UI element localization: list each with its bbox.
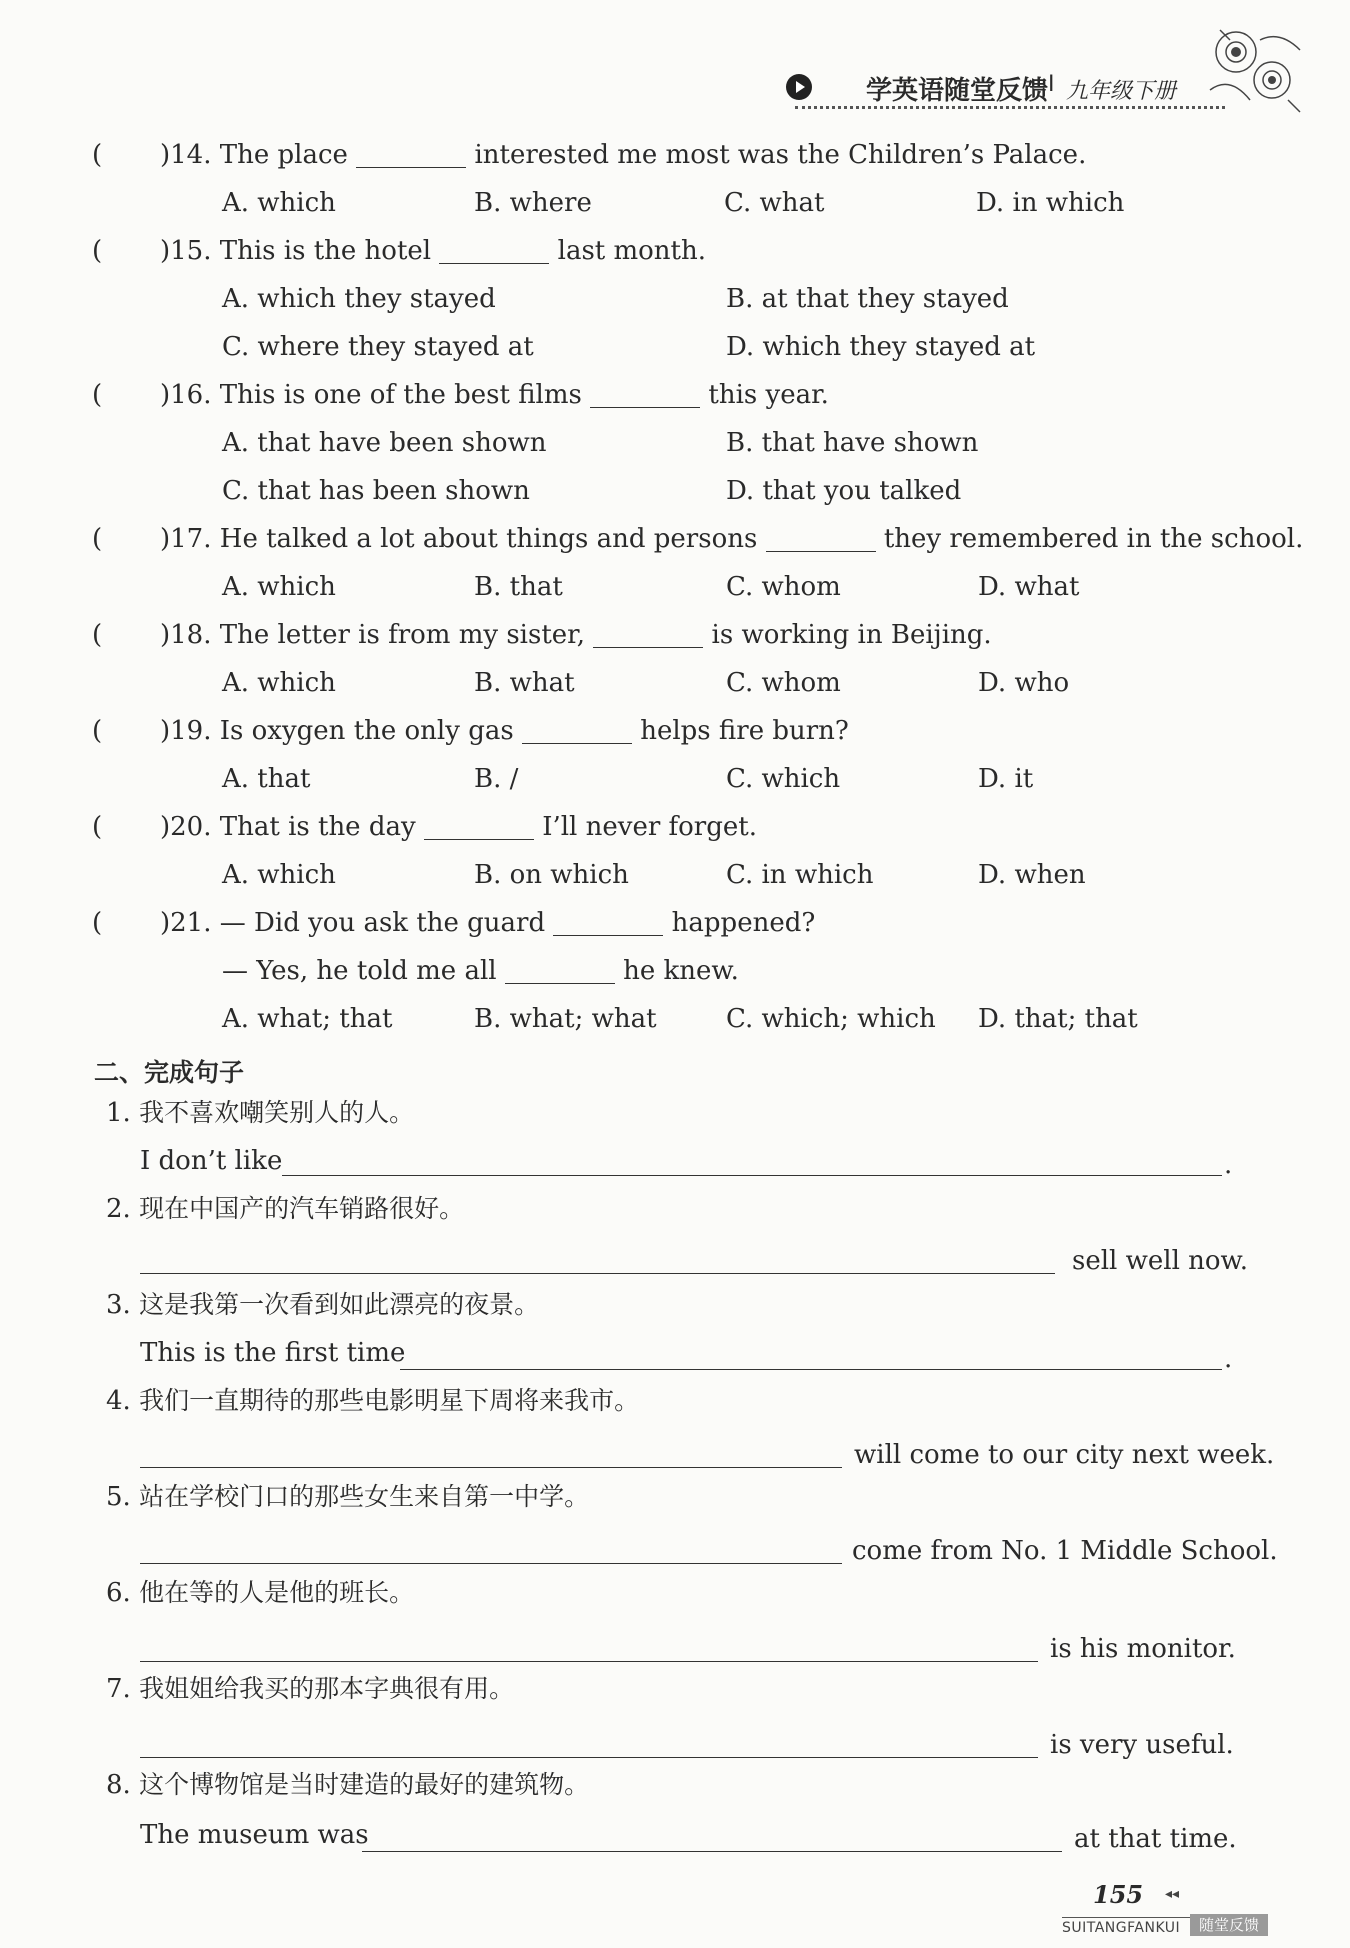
option-a[interactable]: A. what; that <box>222 1004 393 1034</box>
footer-label-cn: 随堂反馈 <box>1190 1914 1268 1936</box>
item-number: 5. <box>106 1482 131 1512</box>
chinese-sentence: 我们一直期待的那些电影明星下周将来我市。 <box>139 1386 640 1415</box>
option-b[interactable]: B. what; what <box>474 1004 657 1034</box>
option-b[interactable]: B. what <box>474 668 575 698</box>
option-c[interactable]: C. whom <box>726 572 841 602</box>
option-b[interactable]: B. at that they stayed <box>726 284 1009 314</box>
page-number: 155 <box>1093 1880 1144 1909</box>
answer-paren: ( <box>92 380 103 410</box>
section-title: 二、完成句子 <box>94 1058 245 1087</box>
grade-label: 九年级下册 <box>1066 79 1177 104</box>
sentence-suffix: sell well now. <box>1072 1246 1248 1276</box>
question-stem: The place <box>219 140 348 170</box>
question-stem: He talked a lot about things and persons <box>219 524 758 554</box>
option-a[interactable]: A. which <box>222 668 336 698</box>
question-number: )19. <box>160 716 212 746</box>
question-stem-end: is working in Beijing. <box>711 620 992 650</box>
play-icon <box>786 74 812 100</box>
answer-blank[interactable] <box>522 719 632 744</box>
answer-blank[interactable] <box>766 527 876 552</box>
sentence-suffix: is his monitor. <box>1050 1634 1236 1664</box>
option-c[interactable]: C. that has been shown <box>222 476 530 506</box>
footer-label-en: SUITANGFANKUI <box>1062 1920 1181 1936</box>
item-number: 8. <box>106 1770 131 1800</box>
option-d[interactable]: D. when <box>978 860 1086 890</box>
sentence-prefix: This is the first time <box>140 1338 406 1368</box>
option-b[interactable]: B. that have shown <box>726 428 979 458</box>
item-number: 6. <box>106 1578 131 1608</box>
sentence-suffix: will come to our city next week. <box>854 1440 1275 1470</box>
option-c[interactable]: C. which <box>726 764 841 794</box>
question-stem: — Did you ask the guard <box>219 908 546 938</box>
question-stem-end: I’ll never forget. <box>542 812 757 842</box>
answer-paren: ( <box>92 236 103 266</box>
question-stem: The letter is from my sister, <box>219 620 586 650</box>
question-stem-end: they remembered in the school. <box>883 524 1304 554</box>
answer-line[interactable] <box>400 1369 1222 1370</box>
option-a[interactable]: A. which <box>222 188 336 218</box>
option-d[interactable]: D. what <box>978 572 1080 602</box>
answer-line[interactable] <box>140 1273 1055 1274</box>
option-b[interactable]: B. that <box>474 572 563 602</box>
item-number: 2. <box>106 1194 131 1224</box>
option-c[interactable]: C. where they stayed at <box>222 332 534 362</box>
answer-blank[interactable] <box>439 239 549 264</box>
question-number: )20. <box>160 812 212 842</box>
chinese-sentence: 站在学校门口的那些女生来自第一中学。 <box>139 1482 590 1511</box>
question-stem: Is oxygen the only gas <box>219 716 514 746</box>
question-number: )17. <box>160 524 212 554</box>
sentence-prefix: The museum was <box>140 1820 369 1850</box>
answer-paren: ( <box>92 620 103 650</box>
chinese-sentence: 这个博物馆是当时建造的最好的建筑物。 <box>139 1770 590 1799</box>
option-d[interactable]: D. which they stayed at <box>726 332 1036 362</box>
header-dotted-rule <box>795 106 1225 109</box>
chinese-sentence: 我不喜欢嘲笑别人的人。 <box>139 1098 415 1127</box>
question-number: )15. <box>160 236 212 266</box>
sentence-suffix: come from No. 1 Middle School. <box>852 1536 1278 1566</box>
answer-line[interactable] <box>140 1467 842 1468</box>
chinese-sentence: 他在等的人是他的班长。 <box>139 1578 415 1607</box>
option-b[interactable]: B. where <box>474 188 592 218</box>
question-stem-end: happened? <box>671 908 816 938</box>
flower-decoration-icon <box>1200 20 1310 120</box>
answer-blank-2[interactable] <box>505 959 615 984</box>
sentence-suffix: is very useful. <box>1050 1730 1234 1760</box>
dialogue-reply-end: he knew. <box>623 956 739 986</box>
option-d[interactable]: D. it <box>978 764 1034 794</box>
option-c[interactable]: C. in which <box>726 860 874 890</box>
answer-line[interactable] <box>140 1661 1038 1662</box>
answer-blank[interactable] <box>593 623 703 648</box>
item-number: 7. <box>106 1674 131 1704</box>
option-c[interactable]: C. whom <box>726 668 841 698</box>
option-d[interactable]: D. in which <box>976 188 1125 218</box>
sentence-suffix: . <box>1224 1344 1233 1374</box>
question-number: )16. <box>160 380 212 410</box>
answer-line[interactable] <box>282 1175 1222 1176</box>
answer-line[interactable] <box>362 1851 1062 1852</box>
question-stem-end: last month. <box>557 236 707 266</box>
option-a[interactable]: A. which <box>222 572 336 602</box>
answer-paren: ( <box>92 908 103 938</box>
double-arrow-icon: ◂◂ <box>1165 1886 1180 1902</box>
option-a[interactable]: A. which they stayed <box>222 284 496 314</box>
answer-blank[interactable] <box>553 911 663 936</box>
option-d[interactable]: D. that you talked <box>726 476 962 506</box>
option-a[interactable]: A. that <box>222 764 311 794</box>
answer-line[interactable] <box>140 1757 1038 1758</box>
option-b[interactable]: B. / <box>474 764 519 794</box>
sentence-suffix: . <box>1224 1150 1233 1180</box>
option-d[interactable]: D. who <box>978 668 1070 698</box>
option-a[interactable]: A. that have been shown <box>222 428 547 458</box>
option-a[interactable]: A. which <box>222 860 336 890</box>
item-number: 4. <box>106 1386 131 1416</box>
chinese-sentence: 现在中国产的汽车销路很好。 <box>139 1194 465 1223</box>
answer-paren: ( <box>92 524 103 554</box>
sentence-suffix: at that time. <box>1074 1824 1237 1854</box>
answer-paren: ( <box>92 716 103 746</box>
question-number: )21. <box>160 908 212 938</box>
sentence-prefix: I don’t like <box>140 1146 283 1176</box>
question-stem-end: this year. <box>708 380 829 410</box>
option-b[interactable]: B. on which <box>474 860 629 890</box>
question-number: )14. <box>160 140 212 170</box>
option-c[interactable]: C. which; which <box>726 1004 936 1034</box>
question-number: )18. <box>160 620 212 650</box>
answer-paren: ( <box>92 140 103 170</box>
answer-line[interactable] <box>140 1563 842 1564</box>
question-stem: This is the hotel <box>219 236 432 266</box>
answer-paren: ( <box>92 812 103 842</box>
answer-blank[interactable] <box>424 815 534 840</box>
question-stem: That is the day <box>219 812 416 842</box>
item-number: 1. <box>106 1098 131 1128</box>
answer-blank[interactable] <box>356 143 466 168</box>
book-title: 学英语随堂反馈 <box>866 76 1049 106</box>
chinese-sentence: 我姐姐给我买的那本字典很有用。 <box>139 1674 515 1703</box>
dialogue-reply: — Yes, he told me all <box>222 956 497 986</box>
header-separator: I <box>1048 72 1055 97</box>
question-stem: This is one of the best films <box>219 380 582 410</box>
option-c[interactable]: C. what <box>724 188 825 218</box>
answer-blank[interactable] <box>590 383 700 408</box>
item-number: 3. <box>106 1290 131 1320</box>
question-stem-end: helps fire burn? <box>640 716 849 746</box>
question-stem-end: interested me most was the Children’s Palace. <box>474 140 1087 170</box>
option-d[interactable]: D. that; that <box>978 1004 1138 1034</box>
chinese-sentence: 这是我第一次看到如此漂亮的夜景。 <box>139 1290 540 1319</box>
